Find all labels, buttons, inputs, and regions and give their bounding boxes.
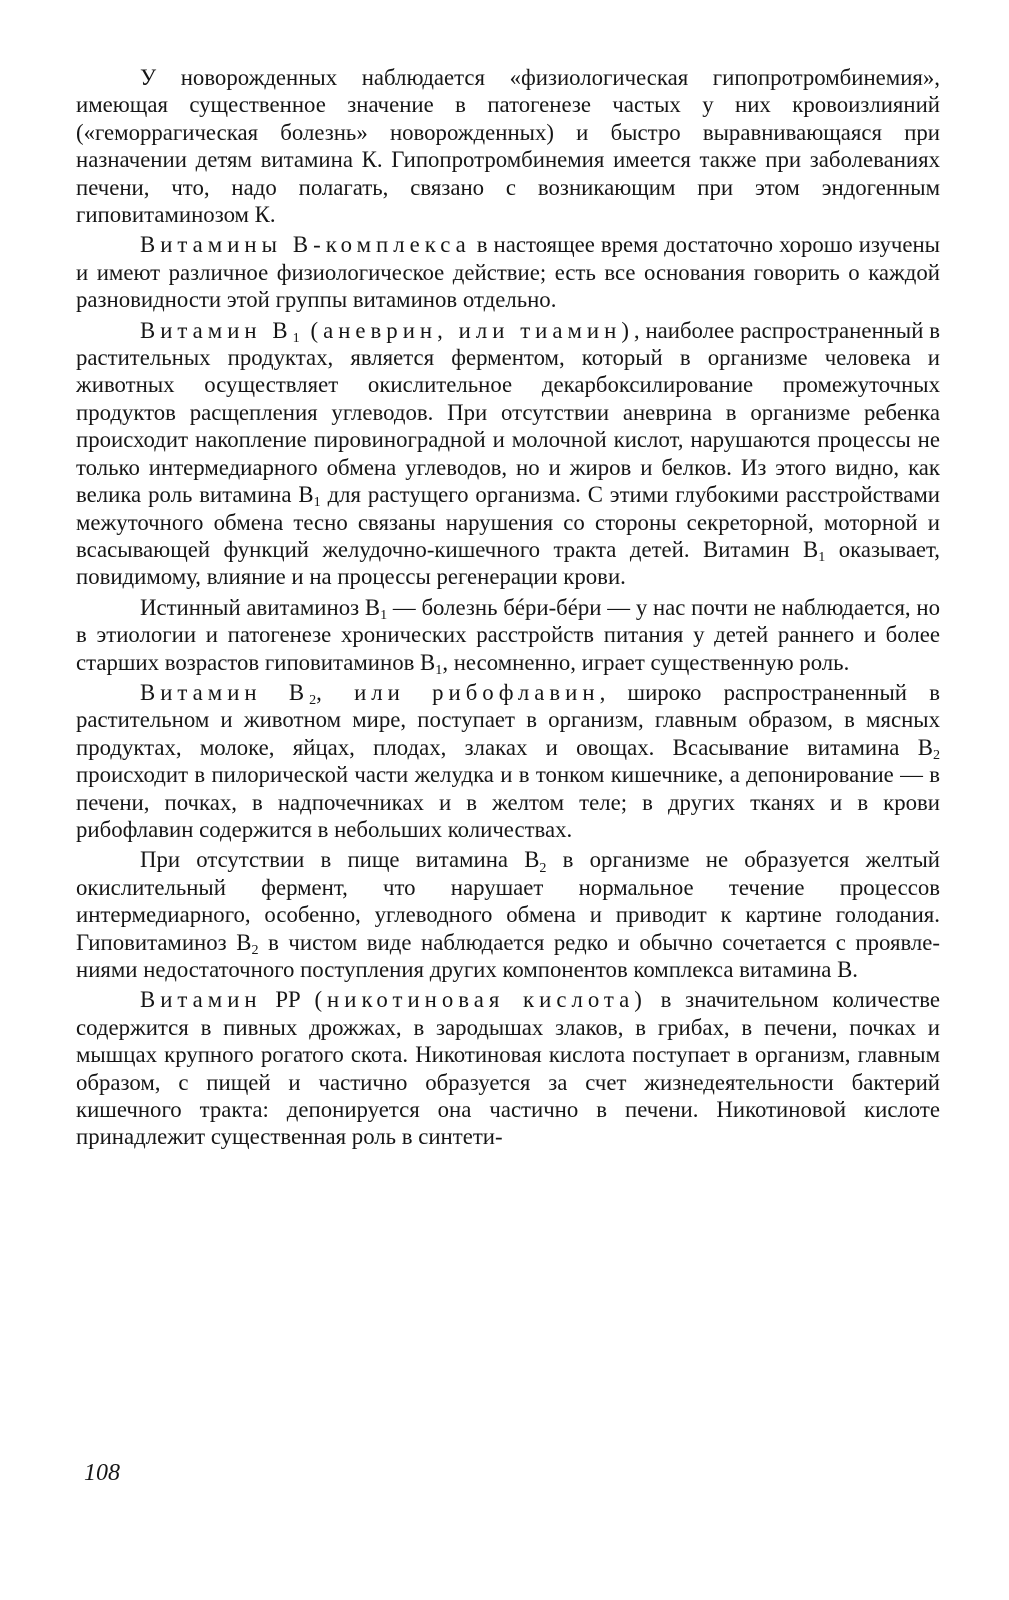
paragraph-vitamin-b2 [76, 679, 940, 843]
paragraph-b2-deficiency [76, 846, 940, 983]
paragraph-text: , несомненно, играет существенную роль. [442, 649, 850, 675]
paragraph-text: в настоящее время достаточно хорошо изучены и имеют различное физиологическое действие; есть все основания говорить о каждой разновидности этой группы витаминов отдельно. [76, 232, 940, 313]
paragraph-text: происходит в пилорической части желудка и в тонком кишечнике, а депонирование — в печени, почках, в надпочечниках и в желтом теле; в других тканях и в крови рибофлавин содержится в небольших количествах. [76, 762, 940, 842]
paragraph-vitamin-b1 [76, 317, 940, 591]
paragraph-text: Истинный авитаминоз В [140, 594, 381, 620]
subscript: 1 [380, 606, 388, 623]
page-number: 108 [84, 1460, 120, 1486]
subscript: 1 [292, 329, 300, 346]
paragraph-hypoprothrombinemia [76, 64, 940, 228]
subscript: 1 [313, 494, 321, 511]
spaced-term: Витамин [140, 987, 262, 1013]
paragraph-vitamin-b-complex [76, 231, 940, 313]
paragraph-vitamin-pp [76, 986, 940, 1150]
term-abbreviation: РР [261, 987, 315, 1013]
spaced-term: (никотиновая кислота) [314, 987, 647, 1013]
paragraph-text: У новорожденных наблюдается «физиологическая гипопротромбинемия», имеющая существенное значение в патогенезе частых у них кровоизлияний («геморрагическая болезнь» новорожденных) и быстро выравнивающаяся при назначении детям витамина К. Гипопротромбинемия имеется также при заболеваниях печени, что, надо полагать, связано с возникающим при этом эндогенным гиповитаминозом К. [76, 65, 940, 228]
paragraph-text: в чистом виде наблюдается редко и обычно сочетается с проявлениями недостаточного поступления других компонентов комплекса витамина В. [76, 929, 940, 982]
paragraph-text: — болезнь бéри-бéри — у нас почти не наблюдается, но в этиологии и патогенезе хронических расстройств питания у детей раннего и более старших возрастов гиповитаминов В [76, 594, 940, 675]
subscript: 2 [309, 692, 317, 709]
subscript: 1 [435, 661, 443, 678]
subscript: 2 [932, 746, 940, 763]
paragraph-text: оказывает, повидимому, влияние и на процессы регенерации крови. [76, 536, 941, 590]
paragraph-text: , широко распространенный в растительном и животном мире, поступает в организм, главным образом, в мясных продуктах, молоке, яйцах, плодах, злаках и овощах. Всасывание витамина В [76, 679, 940, 760]
subscript: 1 [818, 549, 826, 566]
spaced-term: (аневрин, или тиамин) [299, 317, 634, 343]
subscript: 2 [539, 859, 547, 876]
subscript: 2 [251, 941, 259, 958]
spaced-term: Витамин В [140, 679, 310, 705]
paragraph-beriberi [76, 594, 940, 676]
spaced-term: Витамины В-комплекса [140, 232, 471, 258]
paragraph-text: в значительном количестве содержится в пивных дрожжах, в зародышах злаков, в грибах, в печени, почках и мышцах крупного рогатого скота. Никотиновая кислота поступает в организм, главным образом, с пищей и частично образуется за счет жизнедеятельности бактерий кишечного тракта: депонируется она частично в печени. Никотиновой кислоте принадлежит существенная роль в синтети- [76, 987, 940, 1150]
paragraph-text: в организме не образуется желтый окислительный фермент, что нарушает нормальное течение процессов интермедиарного, особенно, углеводного обмена и приводит к картине голодания. Гиповитаминоз В [76, 847, 940, 955]
spaced-term: Витамин В [140, 317, 293, 343]
book-page [76, 64, 940, 1534]
paragraph-text: , наиболее распространенный в растительных продуктах, является ферментом, который в организме человека и животных осуществляет окислительное декарбоксилирование промежуточных продуктов расщепления углеводов. При отсутствии аневрина в организме ребенка происходит накопление пировиноградной и молочной кислот, нарушаются процессы не только интермедиарного обмена углеводов, но и жиров и белков. Из этого видно, как велика роль витамина В [76, 317, 940, 508]
spaced-term: , или рибофлавин [316, 679, 600, 705]
paragraph-text: При отсутствии в пище витамина В [140, 847, 540, 873]
paragraph-text: для растущего организма. С этими глубокими расстройствами межуточного обмена тесно связаны нарушения со стороны секреторной, моторной и всасывающей функций желудочно-кишечного тракта детей. Витамин В [76, 482, 941, 562]
